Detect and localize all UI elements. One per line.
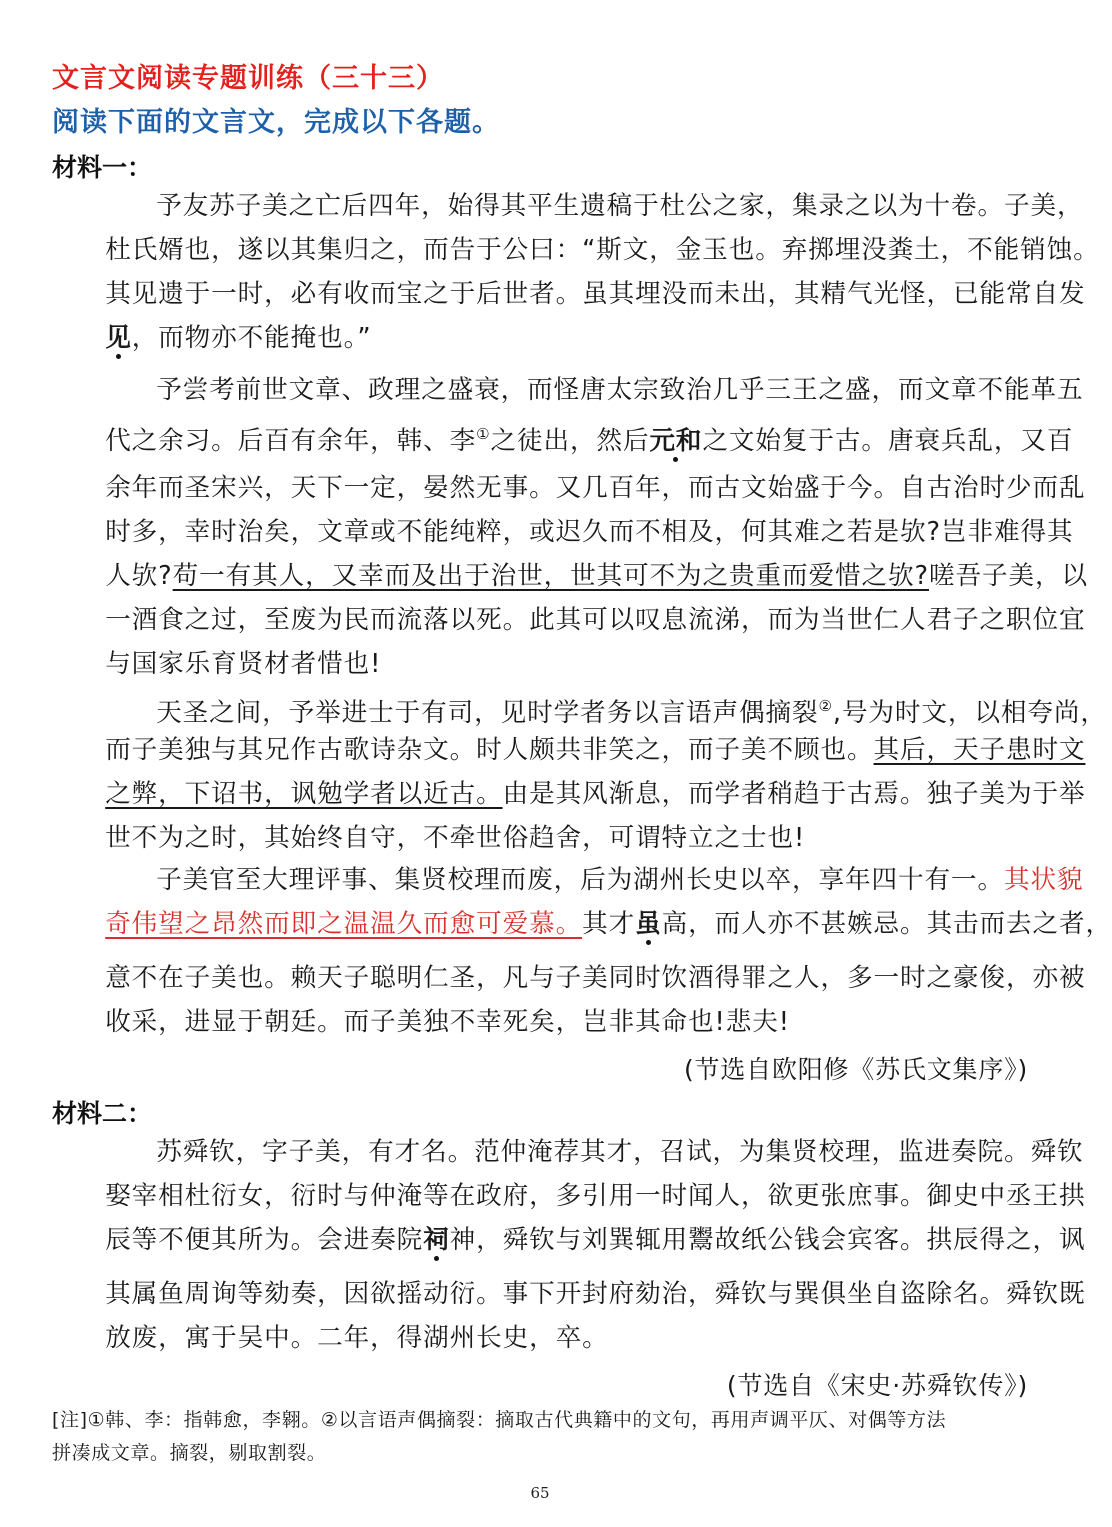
material-one-paragraph-4 bbox=[54, 858, 1112, 1044]
underlined-sentence: 其后，天子患时文 bbox=[873, 735, 1086, 765]
text-line: 杜氏婿也，遂以其集归之，而告于公曰：“斯文，金玉也。弃掷埋没粪土，不能销蚀。 bbox=[105, 235, 1100, 265]
text-line: 与国家乐育贤材者惜也! bbox=[105, 649, 382, 679]
dotted-keyword: 元和 bbox=[649, 426, 703, 456]
text-line: 予尝考前世文章、政理之盛衰，而怪唐太宗致治几乎三王之盛，而文章不能革五 bbox=[156, 375, 1084, 405]
underlined-sentence: 之弊，下诏书，讽勉学者以近古。 bbox=[105, 779, 503, 809]
footnotes bbox=[52, 1404, 1032, 1470]
footnote-marker: ② bbox=[818, 697, 833, 715]
text-line: 而子美独与其兄作古歌诗杂文。时人颇共非笑之，而子美不顾也。其后，天子患时文 bbox=[105, 735, 1086, 765]
text-line: 人欤?苟一有其人，又幸而及出于治世，世其可不为之贵重而爱惜之欤?嗟吾子美，以 bbox=[105, 561, 1088, 591]
footnote-marker: ① bbox=[476, 425, 491, 443]
text-line: 见，而物亦不能掩也。” bbox=[105, 323, 372, 353]
text-line: 娶宰相杜衍女，衍时与仲淹等在政府，多引用一时闻人，欲更张庶事。御史中丞王拱 bbox=[105, 1181, 1086, 1211]
text-line: 苏舜钦，字子美，有才名。范仲淹荐其才，召试，为集贤校理，监进奏院。舜钦 bbox=[156, 1137, 1084, 1167]
text-line: 予友苏子美之亡后四年，始得其平生遗稿于杜公之家，集录之以为十卷。子美， bbox=[156, 191, 1084, 221]
material-one-source: (节选自欧阳修《苏氏文集序》) bbox=[683, 1055, 1028, 1084]
dotted-keyword: 虽 bbox=[635, 909, 662, 939]
page-number: 65 bbox=[530, 1484, 550, 1502]
footnote-line: [注]①韩、李：指韩愈，李翱。②以言语声偶摘裂：摘取古代典籍中的文句，再用声调平仄、对偶等方法 bbox=[52, 1409, 947, 1431]
dotted-keyword: 见 bbox=[105, 323, 132, 353]
material-one-heading: 材料一： bbox=[52, 153, 153, 182]
text-line: 代之余习。后百有余年，韩、李①之徒出，然后元和之文始复于古。唐衰兵乱，又百 bbox=[105, 425, 1074, 456]
text-line: 奇伟望之昂然而即之温温久而愈可爱慕。其才虽高，而人亦不甚嫉忌。其击而去之者， bbox=[105, 909, 1112, 939]
red-underlined-sentence: 奇伟望之昂然而即之温温久而愈可爱慕。 bbox=[105, 909, 583, 939]
text-line: 之弊，下诏书，讽勉学者以近古。由是其风渐息，而学者稍趋于古焉。独子美为于举 bbox=[105, 779, 1086, 809]
text-line: 一酒食之过，至废为民而流落以死。此其可以叹息流涕，而为当世仁人君子之职位宜 bbox=[105, 605, 1086, 635]
text-line: 其见遗于一时，必有收而宝之于后世者。虽其埋没而未出，其精气光怪，已能常自发 bbox=[105, 279, 1086, 309]
underlined-sentence: 苟一有其人，又幸而及出于治世，世其可不为之贵重而爱惜之欤? bbox=[172, 561, 929, 591]
text-line: 天圣之间，予举进士于有司，见时学者务以言语声偶摘裂②,号为时文，以相夸尚， bbox=[156, 697, 1107, 728]
material-one-paragraph-1 bbox=[54, 184, 1100, 360]
text-line: 收采，进显于朝廷。而子美独不幸死矣，岂非其命也!悲夫! bbox=[105, 1007, 790, 1037]
material-one-paragraph-3 bbox=[54, 684, 1107, 860]
material-one-paragraph-2 bbox=[54, 368, 1088, 686]
dotted-keyword: 祠 bbox=[423, 1225, 450, 1255]
red-sentence: 其状貌 bbox=[1004, 865, 1084, 895]
text-line: 余年而圣宋兴，天下一定，晏然无事。又几百年，而古文始盛于今。自古治时少而乱 bbox=[105, 473, 1086, 503]
material-two-heading: 材料二： bbox=[52, 1099, 153, 1128]
text-line: 意不在子美也。赖天子聪明仁圣，凡与子美同时饮酒得罪之人，多一时之豪俊，亦被 bbox=[105, 963, 1086, 993]
text-line: 放废，寓于吴中。二年，得湖州长史，卒。 bbox=[105, 1323, 609, 1353]
text-line: 时多，幸时治矣，文章或不能纯粹，或迟久而不相及，何其难之若是欤?岂非难得其 bbox=[105, 517, 1074, 547]
text-line: 辰等不便其所为。会进奏院祠神，舜钦与刘巽辄用鬻故纸公钱会宾客。拱辰得之，讽 bbox=[105, 1225, 1086, 1255]
text-line: 其属鱼周询等劾奏，因欲摇动衍。事下开封府劾治，舜钦与巽俱坐自盗除名。舜钦既 bbox=[105, 1279, 1086, 1309]
material-two-paragraph bbox=[54, 1130, 1086, 1360]
material-two-source: (节选自《宋史·苏舜钦传》) bbox=[726, 1371, 1028, 1400]
footnote-line: 拼凑成文章。摘裂，剔取割裂。 bbox=[52, 1442, 327, 1464]
worksheet-instruction: 阅读下面的文言文，完成以下各题。 bbox=[52, 107, 500, 138]
worksheet-title: 文言文阅读专题训练（三十三） bbox=[52, 63, 444, 94]
text-line: 世不为之时，其始终自守，不牵世俗趋舍，可谓特立之士也! bbox=[105, 823, 806, 853]
text-line: 子美官至大理评事、集贤校理而废，后为湖州长史以卒，享年四十有一。其状貌 bbox=[156, 865, 1084, 895]
